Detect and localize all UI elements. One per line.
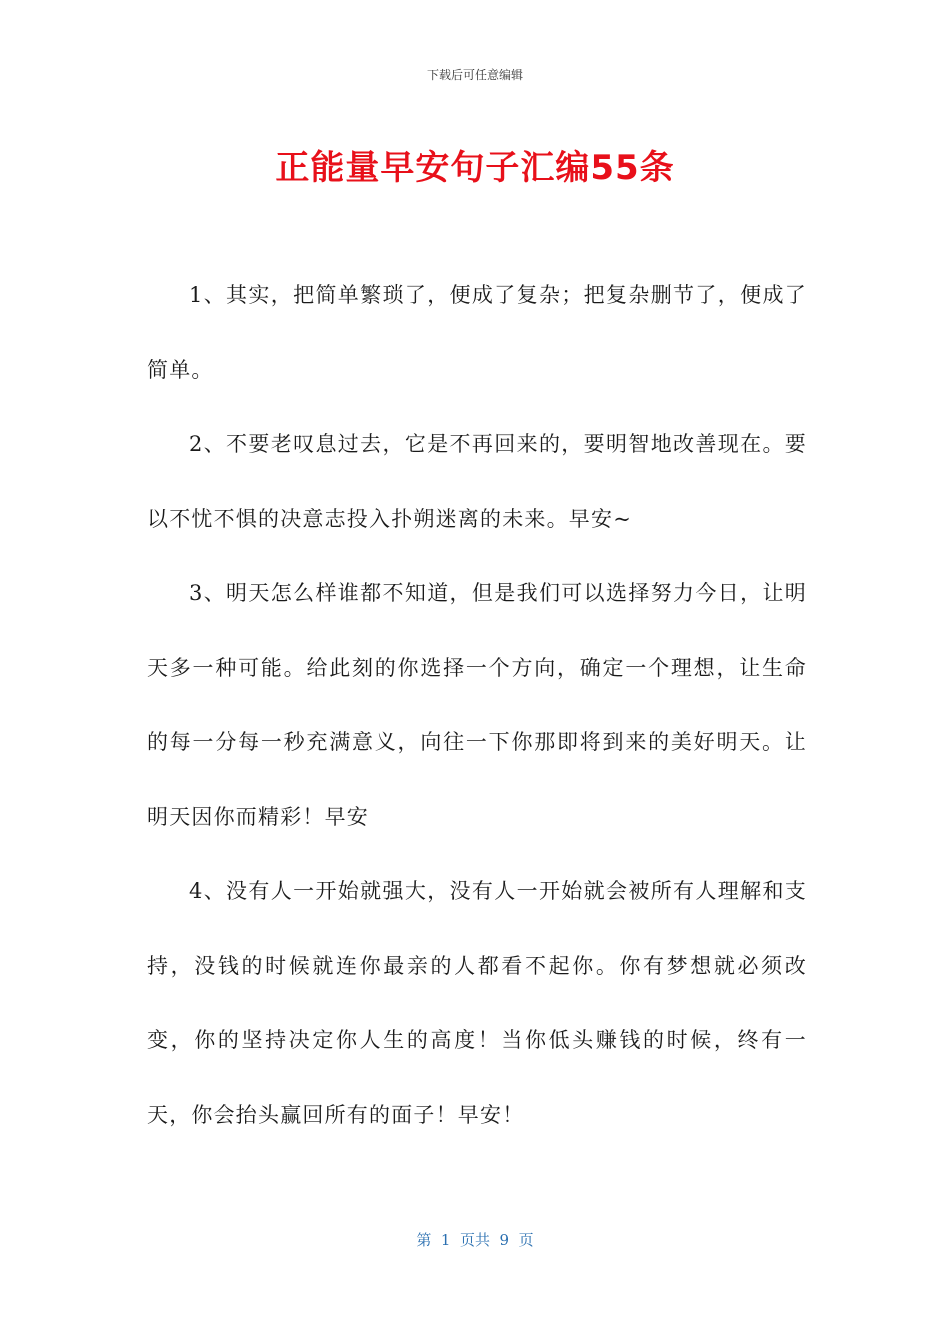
paragraph-4: 4、没有人一开始就强大，没有人一开始就会被所有人理解和支持，没钱的时候就连你最亲的人都看不起你。你有梦想就必须改变，你的坚持决定你人生的高度！当你低头赚钱的时候，终有一天，你会抬头赢回所有的面子！早安！: [147, 879, 807, 1127]
header-note: 下载后可任意编辑: [426, 68, 523, 82]
paragraph-3: 3、明天怎么样谁都不知道，但是我们可以选择努力今日，让明天多一种可能。给此刻的你选择一个方向，确定一个理想，让生命的每一分每一秒充满意义，向往一下你那即将到来的美好明天。让明天因你而精彩！早安: [147, 581, 807, 829]
paragraph-1: 1、其实，把简单繁琐了，便成了复杂；把复杂删节了，便成了简单。: [147, 283, 807, 382]
document-title: 正能量早安句子汇编55条: [275, 148, 675, 188]
page-number-footer: 第 1 页共 9 页: [416, 1231, 534, 1249]
document-body: [147, 258, 807, 1152]
paragraph-2: 2、不要老叹息过去，它是不再回来的，要明智地改善现在。要以不忧不惧的决意志投入扑朔迷离的未来。早安~: [147, 432, 807, 531]
